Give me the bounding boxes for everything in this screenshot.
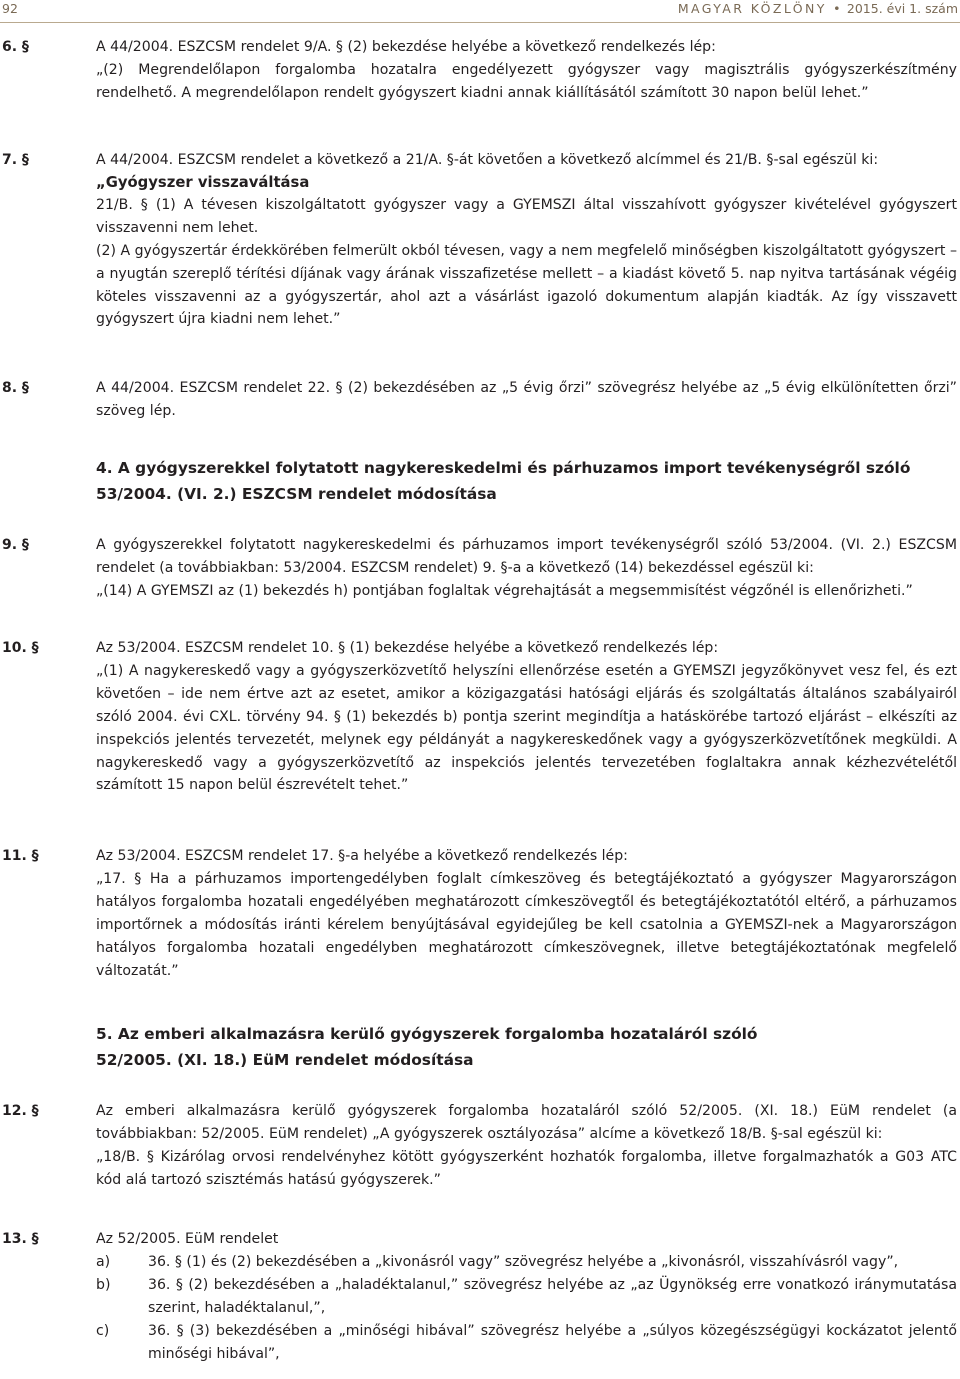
section-quote: „18/B. § Kizárólag orvosi rendelvényhez kötött gyógyszerként hozhatók forgalomba, illetve forgalmazhatók a G03 ATC kód alá tartozó szisztémás hatású gyógyszerek.” — [96, 1148, 957, 1188]
list-item-label: a) — [96, 1253, 111, 1270]
section-body — [96, 1228, 957, 1365]
list-item — [96, 1320, 957, 1366]
list-item-text: 36. § (3) bekezdésében a „minőségi hibával” szövegrész helyébe a „súlyos közegészségügyi kockázatot jelentő minőségi hibával”, — [148, 1322, 957, 1362]
chapter-title-line-2: 52/2005. (XI. 18.) EüM rendelet módosítása — [96, 1051, 474, 1069]
section-quote: „(1) A nagykereskedő vagy a gyógyszerközvetítő helyszíni ellenőrzése esetén a GYEMSZI jegyzőkönyvet vesz fel, és ezt követően – ide nem értve azt az esetet, amikor a közigazgatási hatósági eljárás és szolgáltatás általános szabályairól szóló 2004. évi CXL. törvény 94. § (1) bekezdés b) pontja szerint megindítja a hatáskörébe tartozó eljárást – elkészíti az inspekciós jelentés tervezetét, melynek egy példányát a nagykereskedőnek vagy a gyógyszerközvetítőnek megküldi. A nagykereskedő vagy a gyógyszerközvetítő az inspekciós jelentés tervezetében foglaltakra annak kézhezvételétől számított 15 napon belül észrevételt tehet.” — [96, 662, 957, 794]
header-separator: • — [833, 1, 841, 16]
page-header — [0, 0, 960, 22]
section-number: 12. § — [2, 1103, 39, 1119]
section-body — [96, 534, 957, 603]
section-intro: Az 52/2005. EüM rendelet — [96, 1231, 279, 1247]
list-item-text: 36. § (2) bekezdésében a „haladéktalanul,” szövegrész helyébe az „az Ügynökség erre vonatkozó iránymutatása szerint, haladéktalanul,”, — [148, 1276, 957, 1316]
section-number: 11. § — [2, 848, 39, 864]
header-rule — [0, 22, 960, 23]
section-body — [96, 149, 957, 331]
issue-label: 2015. évi 1. szám — [846, 1, 958, 16]
section-number: 13. § — [2, 1231, 39, 1247]
list-item-label: b) — [96, 1276, 111, 1293]
section-body — [96, 845, 957, 982]
publication-title — [678, 1, 958, 16]
section-text: A gyógyszerekkel folytatott nagykereskedelmi és párhuzamos import tevékenységről szóló 53/2004. (VI. 2.) ESZCSM rendelet (a továbbiakban: 53/2004. ESZCSM rendelet) 9. §-a a következő (14) bekezdéssel egészül ki: — [96, 537, 957, 576]
chapter-title-line-2: 53/2004. (VI. 2.) ESZCSM rendelet módosítása — [96, 485, 497, 503]
section-text: Az emberi alkalmazásra kerülő gyógyszerek forgalomba hozataláról szóló 52/2005. (XI. 18.) EüM rendelet (a továbbiakban: 52/2005. EüM rendelet) „A gyógyszerek osztályozása” alcíme a következő 18/B. §-sal egészül ki: — [96, 1103, 957, 1142]
chapter-title-line-1: 5. Az emberi alkalmazásra kerülő gyógyszerek forgalomba hozataláról szóló — [96, 1025, 758, 1043]
section-intro: A 44/2004. ESZCSM rendelet a következő a 21/A. §-át követően a következő alcímmel és 21/B. §-sal egészül ki: — [96, 152, 879, 168]
paragraph-2: (2) A gyógyszertár érdekkörében felmerült okból tévesen, vagy a nem megfelelő minőségben kiszolgáltatott gyógyszert – a nyugtán szereplő térítési díjának vagy árának visszafizetése mellett – a kiadást követő 5. nap nyitva tartásának végéig köteles visszavenni az a gyógyszertár, ahol azt a vásárlást igazoló dokumentum alapján kiadták. Az így visszavett gyógyszert újra kiadni nem lehet.” — [96, 242, 957, 328]
section-intro: Az 53/2004. ESZCSM rendelet 10. § (1) bekezdése helyébe a következő rendelkezés lép: — [96, 640, 719, 656]
section-number: 7. § — [2, 152, 29, 168]
section-number: 8. § — [2, 380, 29, 396]
section-quote: „(2) Megrendelőlapon forgalomba hozatalra engedélyezett gyógyszer vagy magisztrális gyógyszerkészítmény rendelhető. A megrendelőlapon rendelt gyógyszert kiadni annak kiállításától számított 30 napon belül lehet.” — [96, 61, 957, 101]
section-number: 9. § — [2, 537, 29, 553]
chapter-5-heading — [96, 1021, 916, 1073]
section-subtitle: „Gyógyszer visszaváltása — [96, 173, 310, 191]
paragraph-1: 21/B. § (1) A tévesen kiszolgáltatott gyógyszer vagy a GYEMSZI által visszahívott gyógyszer kivételével gyógyszert visszavenni nem lehet. — [96, 196, 957, 236]
list-item-label: c) — [96, 1322, 110, 1339]
section-body — [96, 36, 957, 105]
section-body — [96, 377, 957, 423]
section-text: A 44/2004. ESZCSM rendelet 22. § (2) bekezdésében az „5 évig őrzi” szövegrész helyébe az „5 évig elkülönítetten őrzi” szöveg lép. — [96, 380, 957, 419]
chapter-4-heading — [96, 455, 916, 507]
section-quote: „17. § Ha a párhuzamos importengedélyben foglalt címkeszöveg és betegtájékoztató a gyógyszer Magyarországon hatályos forgalomba hozatali engedélyében meghatározott címkeszövegtől és betegtájékoztatótól eltérő, a párhuzamos importőrnek a módosítás iránti kérelem benyújtásával egyidejűleg be kell csatolnia a GYEMSZI-nek a Magyarországon hatályos forgalomba hozatali engedélyben meghatározott címkeszövegnek, illetve betegtájékoztatónak megfelelő változatát.” — [96, 870, 957, 979]
page-number: 92 — [2, 1, 18, 16]
list-item — [96, 1251, 957, 1274]
publication-name: MAGYAR KÖZLÖNY — [677, 1, 827, 16]
section-intro: Az 53/2004. ESZCSM rendelet 17. §-a helyébe a következő rendelkezés lép: — [96, 848, 628, 864]
section-number: 6. § — [2, 39, 29, 55]
section-body — [96, 637, 957, 797]
section-text: A 44/2004. ESZCSM rendelet 9/A. § (2) bekezdése helyébe a következő rendelkezés lép: — [96, 39, 716, 55]
section-quote: „(14) A GYEMSZI az (1) bekezdés h) pontjában foglaltak végrehajtását a megsemmisítést végzőnél is ellenőrizheti.” — [96, 582, 913, 599]
list-item-text: 36. § (1) és (2) bekezdésében a „kivonásról vagy” szövegrész helyébe a „kivonásról, visszahívásról vagy”, — [148, 1253, 899, 1270]
section-body — [96, 1100, 957, 1192]
chapter-title-line-1: 4. A gyógyszerekkel folytatott nagykereskedelmi és párhuzamos import tevékenységről szóló — [96, 459, 911, 477]
section-number: 10. § — [2, 640, 39, 656]
list-item — [96, 1274, 957, 1320]
